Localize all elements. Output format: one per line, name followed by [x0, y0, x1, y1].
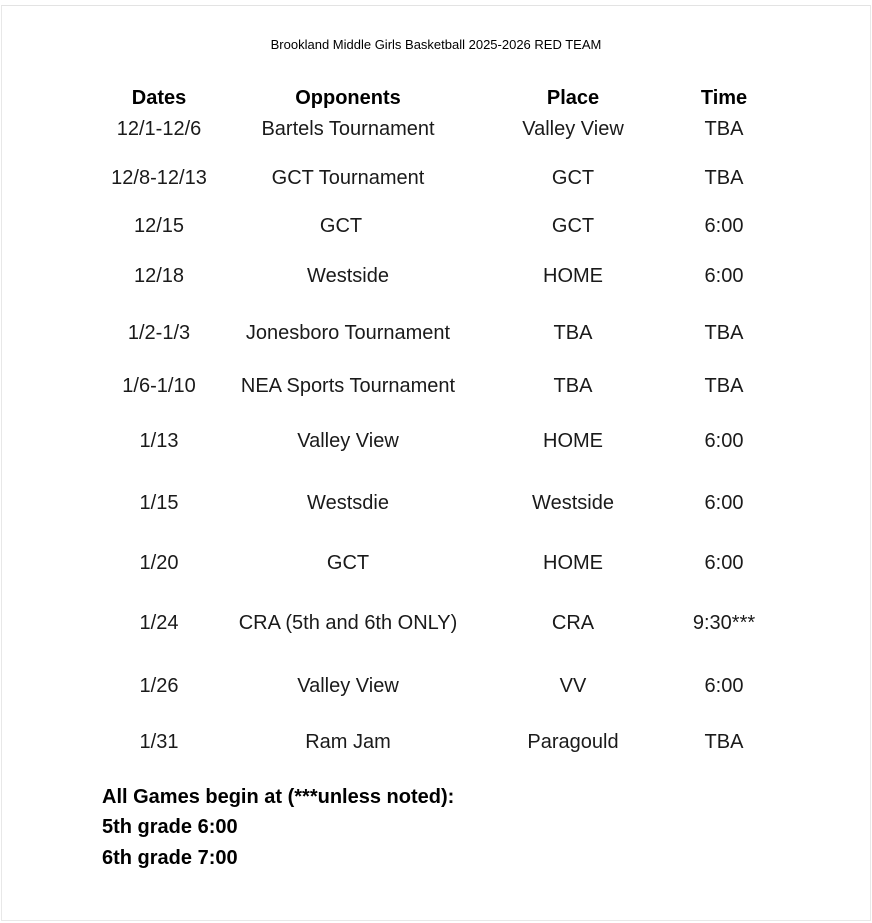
fifth-grade-time: 5th grade 6:00: [102, 816, 238, 838]
game-date: 1/20: [139, 552, 179, 574]
game-place: HOME: [543, 552, 603, 574]
game-opponent: Ram Jam: [305, 731, 391, 753]
game-date: 1/15: [139, 492, 179, 514]
game-place: Westside: [532, 492, 614, 514]
game-date: 1/31: [139, 731, 179, 753]
game-date: 1/13: [139, 430, 179, 452]
header-opponents: Opponents: [295, 87, 401, 109]
game-date: 12/18: [133, 265, 185, 287]
sixth-grade-time: 6th grade 7:00: [102, 847, 238, 869]
header-dates: Dates: [131, 87, 187, 109]
game-opponent: Valley View: [297, 430, 399, 452]
game-place: VV: [559, 675, 587, 697]
game-time: TBA: [704, 375, 744, 397]
game-place: GCT: [551, 167, 595, 189]
game-place: CRA: [551, 612, 595, 634]
game-place: Valley View: [522, 118, 624, 140]
game-date: 12/15: [133, 215, 185, 237]
game-time: 6:00: [704, 215, 744, 237]
game-place: TBA: [553, 322, 593, 344]
header-time: Time: [700, 87, 748, 109]
game-time: 6:00: [704, 430, 744, 452]
game-time: 9:30***: [692, 612, 756, 634]
game-opponent: Valley View: [297, 675, 399, 697]
game-date: 12/8-12/13: [111, 167, 207, 189]
game-time: TBA: [704, 167, 744, 189]
schedule-page: [1, 5, 871, 921]
game-date: 12/1-12/6: [116, 118, 202, 140]
header-place: Place: [546, 87, 600, 109]
game-place: HOME: [543, 265, 603, 287]
game-opponent: Westside: [307, 265, 389, 287]
game-opponent: GCT Tournament: [271, 167, 425, 189]
game-opponent: GCT: [319, 215, 363, 237]
game-time: 6:00: [704, 492, 744, 514]
game-time: 6:00: [704, 265, 744, 287]
game-opponent: CRA (5th and 6th ONLY): [238, 612, 458, 634]
games-start-note: All Games begin at (***unless noted):: [102, 786, 455, 808]
game-time: TBA: [704, 322, 744, 344]
game-opponent: Westsdie: [307, 492, 389, 514]
game-date: 1/6-1/10: [122, 375, 196, 397]
game-time: TBA: [704, 118, 744, 140]
game-place: GCT: [551, 215, 595, 237]
game-opponent: NEA Sports Tournament: [240, 375, 456, 397]
game-opponent: Bartels Tournament: [261, 118, 435, 140]
game-place: HOME: [543, 430, 603, 452]
game-time: 6:00: [704, 552, 744, 574]
game-time: 6:00: [704, 675, 744, 697]
schedule-title: Brookland Middle Girls Basketball 2025-2026 RED TEAM: [270, 37, 602, 52]
game-place: TBA: [553, 375, 593, 397]
game-date: 1/24: [139, 612, 179, 634]
game-opponent: GCT: [326, 552, 370, 574]
game-date: 1/26: [139, 675, 179, 697]
game-opponent: Jonesboro Tournament: [245, 322, 451, 344]
game-place: Paragould: [527, 731, 619, 753]
game-time: TBA: [704, 731, 744, 753]
game-date: 1/2-1/3: [127, 322, 191, 344]
